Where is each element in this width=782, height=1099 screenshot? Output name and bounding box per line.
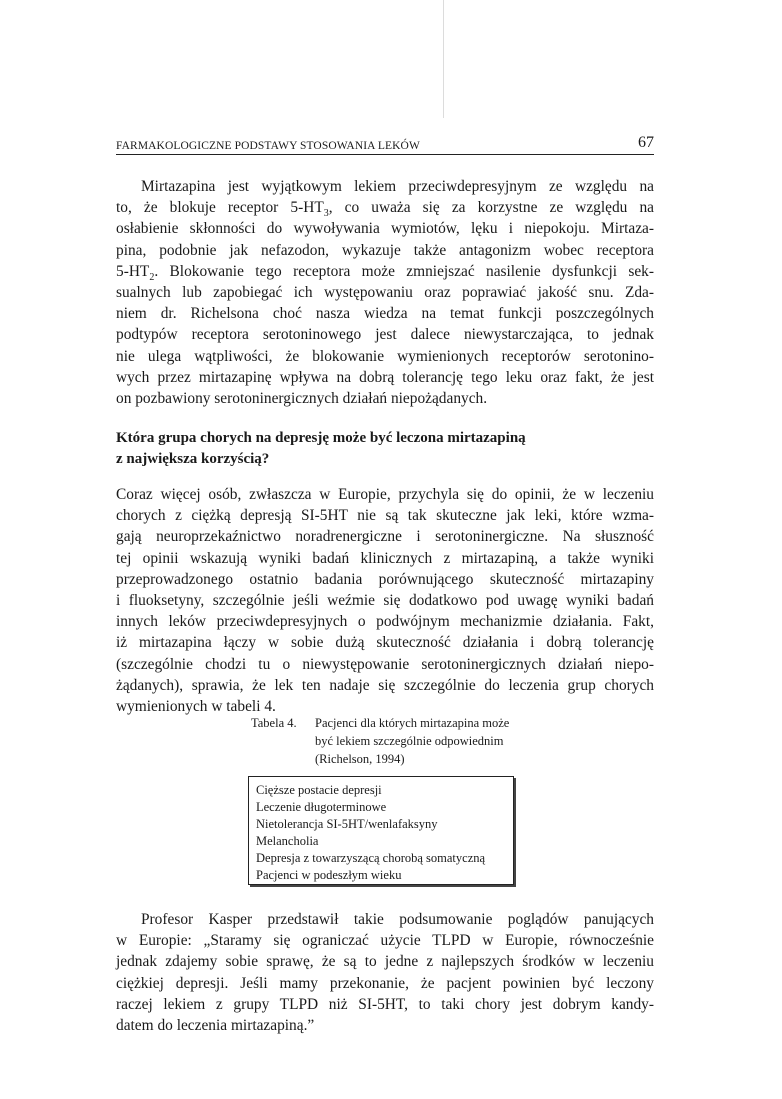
subscript: 2 — [149, 271, 155, 283]
table-rows — [249, 777, 513, 884]
subscript: 3 — [323, 208, 329, 220]
text-line: niem dr. Richelsona choć nasza wiedza na temat funkcji poszczególnych — [116, 305, 654, 323]
text-line: $5-HT_2$. Blokowanie tego receptora może zmniejszać nasilenie dysfunkcji sek- — [116, 262, 654, 283]
caption-line: (Richelson, 1994) — [315, 752, 405, 766]
text-line: żądanych), sprawia, że lek ten nadaje się szczególnie do leczenia grup chorych — [116, 676, 654, 694]
heading-line: Która grupa chorych na depresję może być leczona mirtazapiną — [116, 430, 526, 446]
paragraph-mirtazapine-receptors — [116, 176, 654, 409]
text-line: wych przez mirtazapinę wpływa na dobrą tolerancję tego leku oraz fakt, że jest — [116, 368, 654, 386]
paragraph-kasper-quote — [116, 909, 654, 1036]
gutter-fold-line — [443, 0, 444, 118]
text-line: w Europie: „Staramy się ograniczać użycie TLPD w Europie, równocześnie — [116, 932, 654, 950]
table-label: Tabela 4. — [251, 716, 297, 730]
table-row: Leczenie długoterminowe — [256, 800, 387, 814]
text-line: gają neuroprzekaźnictwo noradrenergiczne i serotoninergiczne. Na słuszność — [116, 528, 654, 546]
text-line: Coraz więcej osób, zwłaszcza w Europie, przychyla się do opinii, że w leczeniu — [116, 486, 654, 503]
caption-line: Pacjenci dla których mirtazapina może — [315, 716, 510, 730]
paragraph-patient-groups — [116, 484, 654, 717]
text-line: innych leków przeciwdepresyjnych o podwójnym mechanizmie działania. Fakt, — [116, 613, 654, 631]
text-line: i fluoksetyny, szczególnie jeśli weźmie się dodatkowo pod uwagę wyniki badań — [116, 592, 654, 610]
table-caption — [251, 714, 541, 768]
text-line: sualnych lub zapobiegać ich występowaniu oraz poprawiać jakość snu. Zda- — [116, 284, 654, 302]
page-header — [116, 132, 654, 155]
table-row: Melancholia — [256, 834, 319, 848]
text-line: tej opinii wskazują wyniki badań klinicznych z mirtazapiną, a także wyniki — [116, 549, 654, 567]
heading-line: z największa korzyścią? — [116, 451, 270, 467]
text-line: datem do leczenia mirtazapiną.” — [116, 1017, 315, 1035]
text-line: Mirtazapina jest wyjątkowym lekiem przeciwdepresyjnym ze względu na — [141, 178, 654, 195]
text-line: jednak zdajemy sobie sprawę, że są to jedne z najlepszych środków w leczeniu — [116, 953, 654, 971]
text-line: pina, podobnie jak nefazodon, wykazuje także antagonizm wobec receptora — [116, 241, 654, 259]
table-row: Cięższe postacie depresji — [256, 783, 382, 797]
patient-table — [248, 776, 514, 885]
text-line: Profesor Kasper przedstawił takie podsumowanie poglądów panujących — [141, 911, 654, 928]
section-question-heading — [116, 428, 654, 470]
text-line: ciężkiej depresji. Jeśli mamy przekonanie, że pacjent powinien być leczony — [116, 974, 654, 992]
text-line: chorych z ciężką depresją SI-5HT nie są tak skuteczne jak leki, które wzma- — [116, 507, 654, 525]
page-number: 67 — [638, 134, 654, 151]
text-line: on pozbawiony serotoninergicznych działań niepożądanych. — [116, 390, 488, 408]
text-line: podtypów receptora serotoninowego jest dalece niewystarczająca, to jednak — [116, 326, 654, 344]
text-line: wymienionych w tabeli 4. — [116, 698, 276, 716]
text-line: nie ulega wątpliwości, że blokowanie wymienionych receptorów serotonino- — [116, 347, 654, 365]
text-line: osłabienie skłonności do wywoływania wymiotów, lęku i niepokoju. Mirtaza- — [116, 220, 654, 238]
running-head: FARMAKOLOGICZNE PODSTAWY STOSOWANIA LEKÓW — [116, 140, 420, 152]
text-line: raczej lekiem z grupy TLPD niż SI-5HT, to taki chory jest dobrym kandy- — [116, 995, 654, 1013]
text-line: to, że blokuje receptor $5-HT_3$, co uważa się za korzystne ze względu na — [116, 199, 654, 220]
caption-line: być lekiem szczególnie odpowiednim — [315, 734, 504, 748]
table-row: Depresja z towarzyszącą chorobą somatyczną — [256, 851, 486, 865]
table-row: Nietolerancja SI-5HT/wenlafaksyny — [256, 817, 438, 831]
text-line: (szczególnie chodzi tu o niewystępowanie serotoninergicznych działań niepo- — [116, 655, 654, 673]
text-line: przeprowadzonego ostatnio badania porównującego skuteczność mirtazapiny — [116, 570, 654, 588]
text-line: iż mirtazapina łączy w sobie dużą skuteczność działania i dobrą tolerancję — [116, 634, 654, 652]
table-row: Pacjenci w podeszłym wieku — [256, 868, 402, 882]
